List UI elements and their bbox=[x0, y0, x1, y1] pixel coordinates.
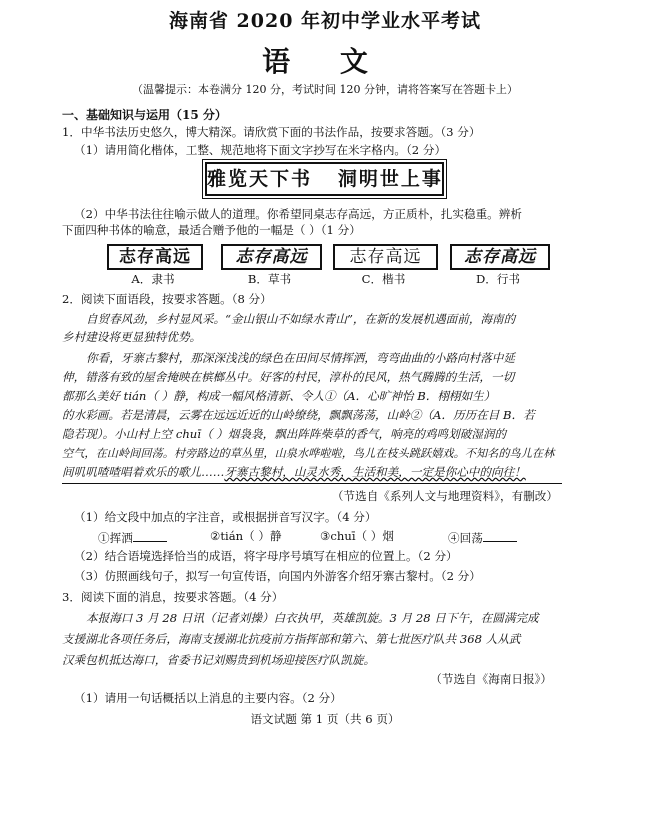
option-a-art: 志存高远 bbox=[107, 244, 203, 270]
calligraphy-frame bbox=[205, 162, 444, 196]
q3-p-line3: 汉乘包机抵达海口，省委书记刘赐贵到机场迎接医疗队凯旋。 bbox=[62, 653, 376, 667]
fill1-text: ①挥洒 bbox=[98, 531, 133, 545]
q3-p-line2: 支援湖北各项任务后，海南支援湖北抗疫前方指挥部和第六、第七批医疗队共 368 人从武 bbox=[62, 632, 521, 646]
exam-title: 海南省 2020 年初中学业水平考试 bbox=[168, 10, 482, 32]
option-a-label: A．隶书 bbox=[131, 272, 175, 286]
q2-fill4 bbox=[448, 529, 517, 546]
q2-sub3: （3）仿照画线句子，拟写一句宣传语，向国内外游客介绍牙寨古黎村。（2 分） bbox=[74, 569, 481, 583]
q2-p1-line2: 乡村建设将更显独特优势。 bbox=[62, 330, 202, 344]
option-d-art: 志存高远 bbox=[450, 244, 550, 270]
q1-sub2-line1: （2）中华书法往往喻示做人的道理。你希望同桌志存高远，方正质朴，扎实稳重。辨析 bbox=[74, 207, 522, 221]
q3-p-line1: 本报海口 3 月 28 日讯（记者刘操）白衣执甲，英雄凯旋。3 月 28 日下午，在圆满完成 bbox=[86, 611, 539, 625]
q2-fill2: ②tián（ ）静 bbox=[210, 529, 282, 543]
q2-p2-line6: 空气，在山岭间回荡。村旁路边的草丛里，山泉水哗啦啦，鸟儿在枝头跳跃嬉戏。不知名的鸟儿在林 bbox=[62, 447, 555, 460]
section-heading: 一、基础知识与运用（15 分） bbox=[62, 108, 227, 122]
q3-sub1: （1）请用一句话概括以上消息的主要内容。（2 分） bbox=[74, 691, 342, 705]
q3-stem: 3．阅读下面的消息，按要求答题。（4 分） bbox=[62, 590, 284, 604]
divider-line bbox=[62, 483, 562, 484]
q2-fill3: ③chuī（ ）烟 bbox=[320, 529, 394, 543]
q2-p2-line7 bbox=[62, 465, 526, 480]
q2-p2-line1: 你看，牙寨古黎村，那深深浅浅的绿色在田间尽情挥洒，弯弯曲曲的小路向村落中延 bbox=[86, 351, 515, 365]
q2-stem: 2．阅读下面语段，按要求答题。（8 分） bbox=[62, 292, 272, 306]
option-c-art: 志存高远 bbox=[333, 244, 438, 270]
exam-notice: （温馨提示：本卷满分 120 分，考试时间 120 分钟，请将答案写在答题卡上） bbox=[132, 83, 518, 96]
option-b-art: 志存高远 bbox=[221, 244, 322, 270]
fill1-blank[interactable] bbox=[133, 529, 167, 542]
q2-sub1: （1）给文段中加点的字注音，或根据拼音写汉字。（4 分） bbox=[74, 510, 377, 524]
q2-source: （节选自《系列人文与地理资料》，有删改） bbox=[331, 489, 558, 503]
q3-source: （节选自《海南日报》） bbox=[430, 672, 552, 686]
fill4-text: ④回荡 bbox=[448, 531, 483, 545]
q1-stem: 1．中华书法历史悠久，博大精深。请欣赏下面的书法作品，按要求答题。（3 分） bbox=[62, 125, 481, 139]
q2-fill1 bbox=[98, 529, 167, 546]
q2-p2-line5: 隐若现）。小山村上空 chuī（ ）烟袅袅，飘出阵阵柴草的香气，响亮的鸡鸣划破湿润的 bbox=[62, 427, 507, 441]
q2-sub2: （2）结合语境选择恰当的成语，将字母序号填写在相应的位置上。（2 分） bbox=[74, 549, 458, 563]
q1-sub2-line2: 下面四种书体的喻意，最适合赠予他的一幅是（ ）（1 分） bbox=[62, 223, 361, 237]
fill4-blank[interactable] bbox=[483, 529, 517, 542]
calligraphy-text: 雅览天下书 洞明世上事 bbox=[207, 168, 443, 190]
q2-p2-line7-plain: 间叽叽喳喳唱着欢乐的歌儿…… bbox=[62, 465, 225, 479]
q2-p2-line3: 都那么美好 tián（ ）静，构成一幅风格清新、令人①（A．心旷神怡 B．栩栩如生） bbox=[62, 389, 496, 403]
page-footer: 语文试题 第 1 页（共 6 页） bbox=[250, 712, 400, 726]
q2-p2-line2: 伸，错落有致的屋舍掩映在槟榔丛中。好客的村民，淳朴的民风，热气腾腾的生活，一切 bbox=[62, 370, 515, 384]
q2-underlined-sentence: 牙寨古黎村，山灵水秀，生活和美，一定是你心中的向往！ bbox=[224, 465, 526, 479]
option-c-label: C．楷书 bbox=[361, 272, 406, 286]
q2-p1-line1: 自贸春风劲，乡村显风采。“金山银山不如绿水青山”，在新的发展机遇面前，海南的 bbox=[86, 312, 516, 326]
q1-sub1: （1）请用简化楷体，工整、规范地将下面文字抄写在米字格内。（2 分） bbox=[74, 143, 447, 157]
option-d-label: D．行书 bbox=[475, 272, 521, 286]
subject-title: 语 文 bbox=[262, 45, 388, 78]
option-b-label: B．草书 bbox=[247, 272, 292, 286]
q2-p2-line4: 的水彩画。若是清晨，云雾在远远近近的山岭缭绕，飘飘荡荡，山岭②（A．历历在目 B．若 bbox=[62, 408, 535, 422]
